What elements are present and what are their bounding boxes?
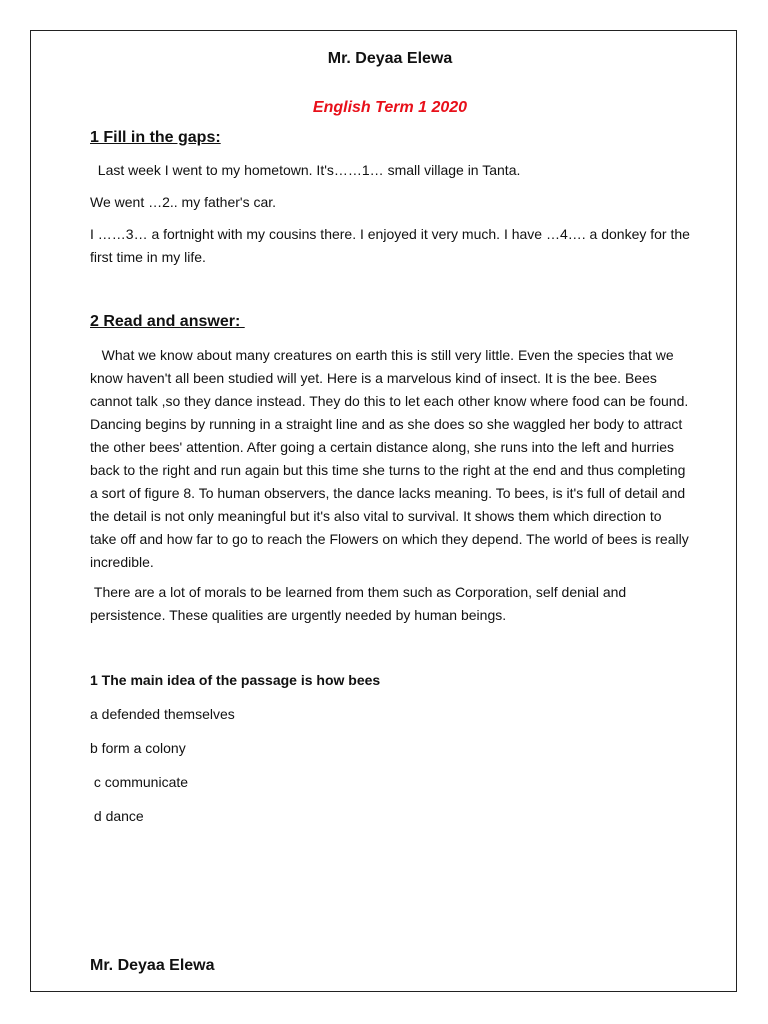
- section-read-answer-heading: 2 Read and answer:: [90, 313, 245, 330]
- reading-passage-paragraph-2: There are a lot of morals to be learned from them such as Corporation, self denial and persistence. These qualities are urgently needed by human beings.: [90, 584, 631, 623]
- section-fill-gaps-heading: 1 Fill in the gaps:: [90, 129, 221, 146]
- question-1-option-b: b form a colony: [90, 740, 186, 756]
- fill-gaps-paragraph-2: We went …2.. my father's car.: [90, 194, 277, 210]
- teacher-name-header: Mr. Deyaa Elewa: [327, 50, 453, 67]
- worksheet-content: [90, 48, 693, 828]
- question-1-option-a: a defended themselves: [90, 706, 235, 722]
- question-1-option-c: c communicate: [90, 774, 189, 790]
- fill-gaps-paragraph-1: Last week I went to my hometown. It's……1… small village in Tanta.: [90, 162, 521, 178]
- question-1-option-d: d dance: [90, 808, 144, 824]
- exam-title: English Term 1 2020: [312, 99, 468, 116]
- fill-gaps-paragraph-3: I ……3… a fortnight with my cousins there. I enjoyed it very much. I have …4…. a donkey for the first time in my life.: [90, 226, 690, 265]
- reading-passage-paragraph-1: What we know about many creatures on earth this is still very little. Even the species that we know haven't all been studied will yet. Here is a marvelous kind of insect. It is the bee. Bees cannot talk ,so they dance instead. They do this to let each other know where food can be found. Dancing begins by running in a straight line and as she does so she waggled her body to attract the other bees' attention. After going a certain distance along, she runs into the left and hurries back to the right and run again but this time she turns to the right at the end and thus completing a sort of figure 8. To human observers, the dance lacks meaning. To bees, is it's full of detail and the detail is not only meaningful but it's also vital to survival. It shows them which direction to take off and how far to go to reach the Flowers on which they depend. The world of bees is really incredible.: [90, 347, 693, 570]
- question-1: 1 The main idea of the passage is how bees: [90, 672, 381, 688]
- teacher-name-footer: Mr. Deyaa Elewa: [90, 957, 215, 974]
